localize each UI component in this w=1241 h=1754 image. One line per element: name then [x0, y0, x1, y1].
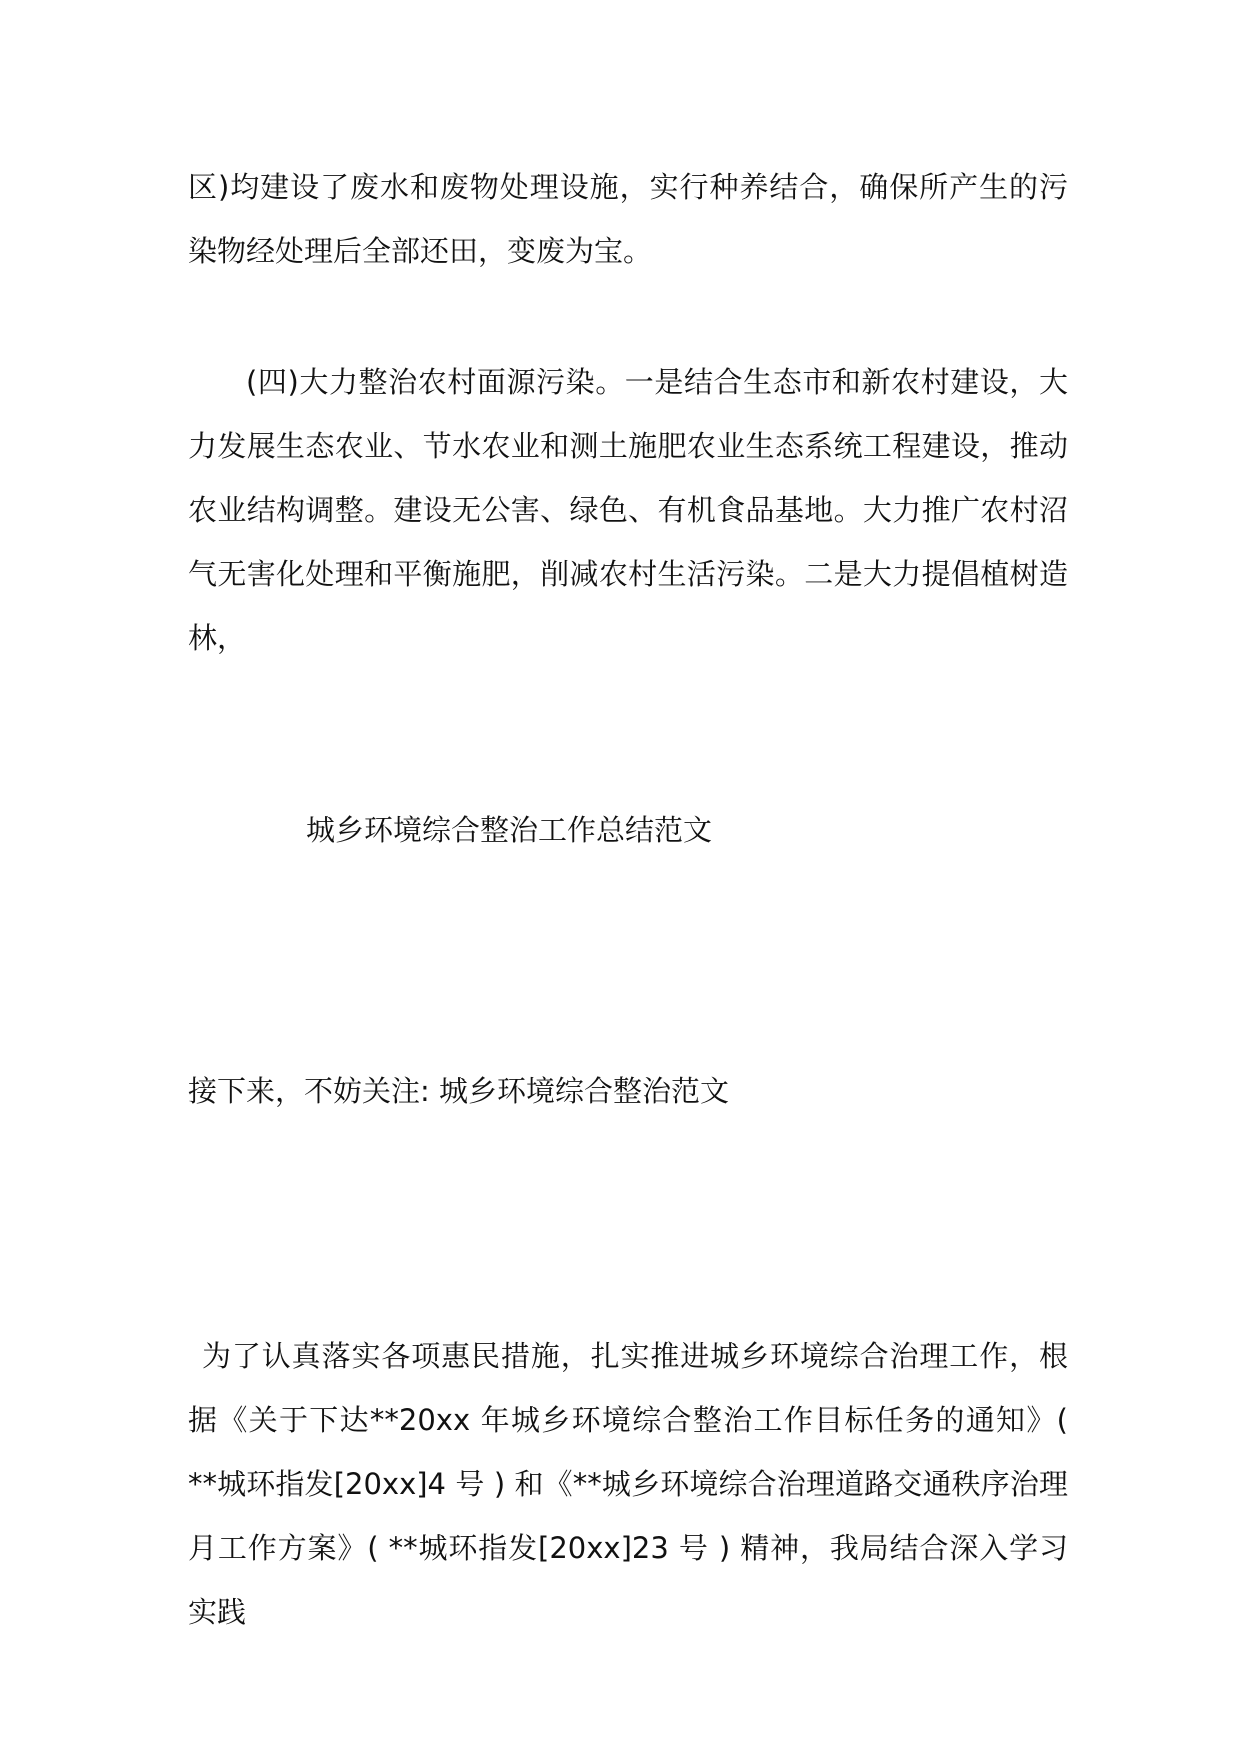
- section-title: 城乡环境综合整治工作总结范文: [306, 813, 713, 847]
- paragraph-1: 区)均建设了废水和废物处理设施，实行种养结合，确保所产生的污染物经处理后全部还田，变废为宝。: [188, 170, 1068, 268]
- next-recommendation-line: 接下来，不妨关注: 城乡环境综合整治范文: [188, 1074, 729, 1108]
- paragraph-2: (四)大力整治农村面源污染。一是结合生态市和新农村建设，大力发展生态农业、节水农业和测土施肥农业生态系统工程建设，推动农业结构调整。建设无公害、绿色、有机食品基地。大力推广农村沼气无害化处理和平衡施肥，削减农村生活污染。二是大力提倡植树造林，: [188, 365, 1068, 655]
- paragraph-3: 为了认真落实各项惠民措施，扎实推进城乡环境综合治理工作，根据《关于下达**20xx 年城乡环境综合整治工作目标任务的通知》( **城环指发[20xx]4 号 ) 和《**城乡环境综合治理道路交通秩序治理月工作方案》( **城环指发[20xx]23 号 ) 精神，我局结合深入学习实践: [188, 1339, 1068, 1629]
